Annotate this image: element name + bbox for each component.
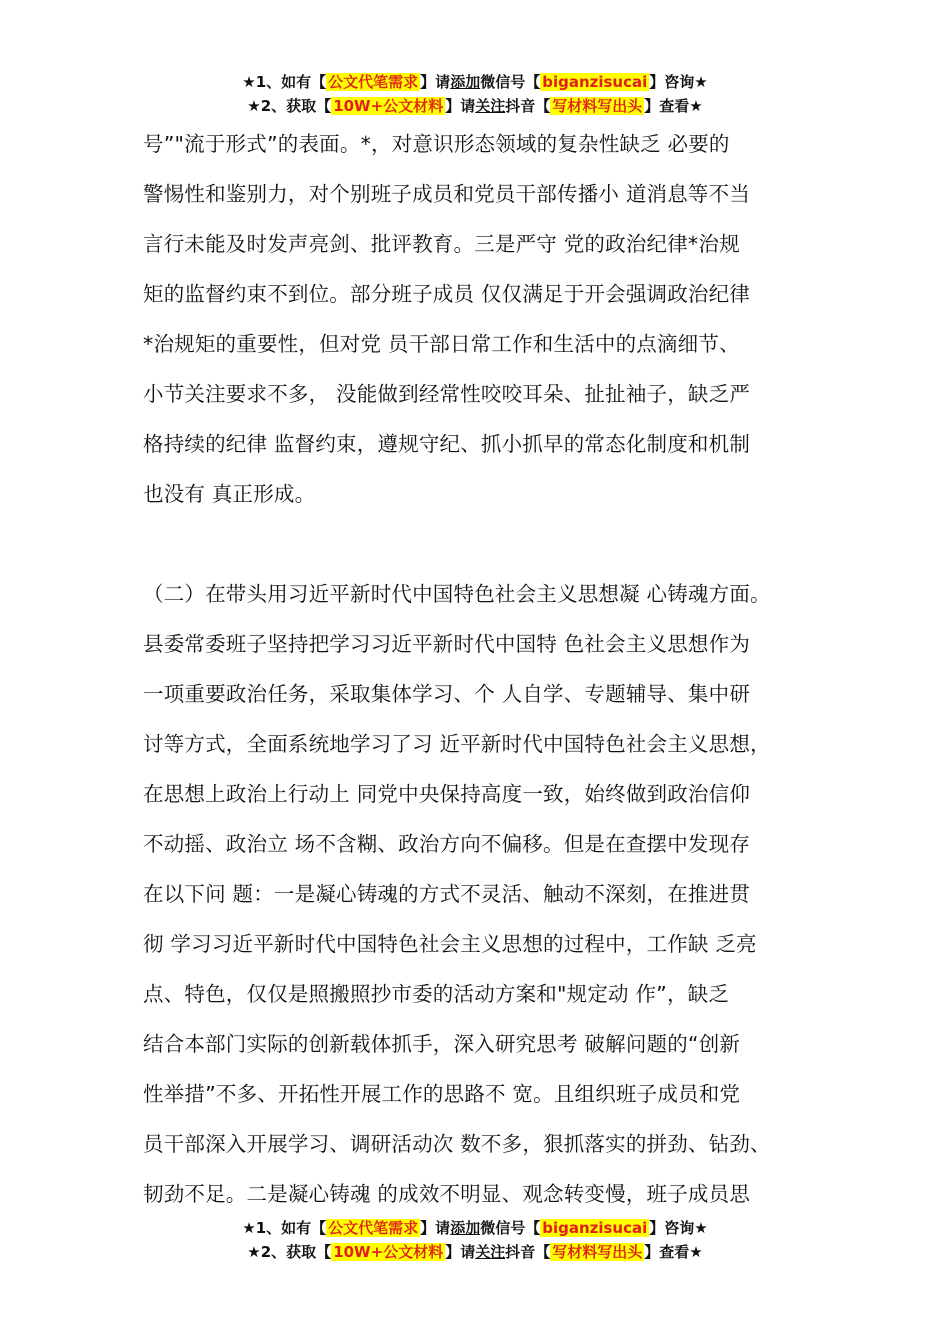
text-line: 在思想上政治上行动上 同党中央保持高度一致，始终做到政治信仰 — [143, 782, 751, 806]
banner-line-2: ★2、获取【 10W+公文材料 】请关注抖音【 写材料写出头 】查看★ — [247, 1243, 703, 1261]
footer-banner — [0, 1216, 950, 1264]
text-line: 格持续的纪律 监督约束，遵规守纪、抓小抓早的常态化制度和机制 — [143, 432, 751, 456]
highlight-douyin: 写材料写出头 — [552, 97, 643, 115]
text-line: 言行未能及时发声亮剑、批评教育。三是严守 党的政治纪律*治规 — [143, 232, 740, 256]
paragraph-2 — [143, 569, 843, 1219]
text-line: 小节关注要求不多， 没能做到经常性咬咬耳朵、扯扯袖子，缺乏严 — [143, 382, 751, 406]
highlight-service: 公文代笔需求 — [328, 73, 419, 91]
highlight-materials: 10W+公文材料 — [333, 97, 444, 115]
highlight-douyin: 写材料写出头 — [552, 1243, 643, 1261]
text-line: *治规矩的重要性，但对党 员干部日常工作和生活中的点滴细节、 — [143, 332, 740, 356]
text-line: 县委常委班子坚持把学习习近平新时代中国特 色社会主义思想作为 — [143, 632, 751, 656]
paragraph-gap — [143, 519, 843, 569]
banner-line-1: ★1、如有【 公文代笔需求 】请添加微信号【 biganzisucai 】咨询★ — [242, 1219, 708, 1237]
text-line: 一项重要政治任务，采取集体学习、个 人自学、专题辅导、集中研 — [143, 682, 751, 706]
text-line: 警惕性和鉴别力，对个别班子成员和党员干部传播小 道消息等不当 — [143, 182, 751, 206]
text-line: 矩的监督约束不到位。部分班子成员 仅仅满足于开会强调政治纪律 — [143, 282, 751, 306]
paragraph-1 — [143, 119, 843, 519]
text-line: 号”"流于形式”的表面。*，对意识形态领域的复杂性缺乏 必要的 — [143, 132, 730, 156]
highlight-wechat-id: biganzisucai — [542, 1219, 648, 1237]
text-line: 韧劲不足。二是凝心铸魂 的成效不明显、观念转变慢，班子成员思 — [143, 1182, 751, 1206]
text-line: （二）在带头用习近平新时代中国特色社会主义思想凝 心铸魂方面。 — [143, 582, 771, 606]
text-line: 不动摇、政治立 场不含糊、政治方向不偏移。但是在查摆中发现存 — [143, 832, 751, 856]
text-line: 员干部深入开展学习、调研活动次 数不多，狠抓落实的拼劲、钻劲、 — [143, 1132, 771, 1156]
header-banner — [0, 70, 950, 118]
text-line: 讨等方式，全面系统地学习了习 近平新时代中国特色社会主义思想， — [143, 732, 771, 756]
text-line: 点、特色，仅仅是照搬照抄市委的活动方案和"规定动 作”，缺乏 — [143, 982, 730, 1006]
text-line: 性举措”不多、开拓性开展工作的思路不 宽。且组织班子成员和党 — [143, 1082, 741, 1106]
text-line: 在以下问 题：一是凝心铸魂的方式不灵活、触动不深刻，在推进贯 — [143, 882, 751, 906]
banner-line-1: ★1、如有【 公文代笔需求 】请添加微信号【 biganzisucai 】咨询★ — [242, 73, 708, 91]
text-line: 结合本部门实际的创新载体抓手，深入研究思考 破解问题的“创新 — [143, 1032, 741, 1056]
document-body — [143, 119, 843, 1219]
banner-line-2: ★2、获取【 10W+公文材料 】请关注抖音【 写材料写出头 】查看★ — [247, 97, 703, 115]
text-line: 也没有 真正形成。 — [143, 482, 316, 506]
highlight-materials: 10W+公文材料 — [333, 1243, 444, 1261]
text-line: 彻 学习习近平新时代中国特色社会主义思想的过程中，工作缺 乏亮 — [143, 932, 757, 956]
highlight-wechat-id: biganzisucai — [542, 73, 648, 91]
highlight-service: 公文代笔需求 — [328, 1219, 419, 1237]
